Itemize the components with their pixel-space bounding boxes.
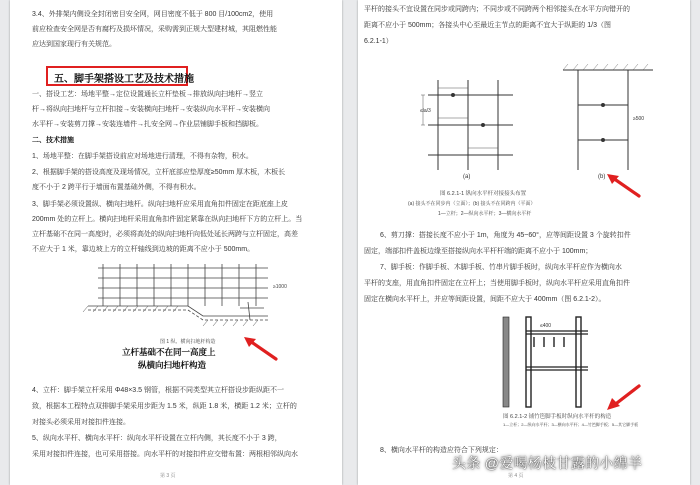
text-line: 应达到国家现行有关规范。 bbox=[32, 41, 116, 48]
text-line: 一、搭设工艺：场地平整→定位设置通长立杆垫板→排放纵向扫地杆→竖立 bbox=[32, 91, 263, 98]
figure-legend: 1—立杆；2—纵向水平杆；3—横向水平杆；4—竹笆脚手板；5—其它脚手板 bbox=[503, 422, 639, 427]
figure-caption: 图 6.2.1-2 铺竹笆脚手板时纵向水平杆的构造 bbox=[503, 414, 612, 420]
section-title: 五、脚手架搭设工艺及技术措施 bbox=[54, 74, 194, 85]
text-line: 3、脚手架必须设置纵、横向扫地杆。纵向扫地杆应采用直角扣件固定在距底座上皮 bbox=[32, 201, 288, 208]
dimension-label: ≥1000 bbox=[273, 284, 287, 290]
joint-layout-figure-b bbox=[558, 60, 658, 180]
text-line: 平杆的接头不宜设置在同步或同跨内；不同步或不同跨两个相邻接头在水平方向错开的 bbox=[364, 6, 630, 13]
text-line: 致，根据本工程特点双排脚手架采用步距为 1.5 米，纵距 1.8 米，横距 1.2 米；立杆的 bbox=[32, 403, 297, 410]
text-line: 8、横向水平杆的构造应符合下列规定： bbox=[380, 447, 503, 454]
figure-sublabel: (b) bbox=[598, 174, 606, 180]
dimension-label: ≥500 bbox=[633, 116, 645, 122]
red-arrow-icon bbox=[603, 382, 643, 412]
text-line: 3.4、外排架内侧设全封闭密目安全网，网目密度不低于 800 目/100cm2，使用 bbox=[32, 11, 274, 18]
text-line: 度不小于 2 跨平行于墙面布置基础外侧，不得有积水。 bbox=[32, 184, 201, 191]
text-line: 5、纵向水平杆、横向水平杆：纵向水平杆设置在立杆内侧，其长度不小于 3 跨， bbox=[32, 435, 282, 442]
text-line: 平杆的支座，用直角扣件固定在立杆上；当使用脚手板时，纵向水平杆应采用直角扣件 bbox=[364, 280, 630, 287]
page-number: 第 3 页 bbox=[160, 473, 176, 479]
figure-legend: 1—立杆；2—纵向水平杆；3—横向水平杆 bbox=[438, 211, 532, 217]
figure-annotation-line1: 立杆基础不在同一高度上 bbox=[122, 347, 216, 357]
text-line: 固定在横向水平杆上，并应等间距设置，间距不应大于 400mm（图 6.2.1-2）。 bbox=[364, 296, 606, 303]
figure-subcaption: (a) 接头不在同步内（立面）；(b) 接头不在同跨内（平面） bbox=[408, 201, 536, 207]
text-line: 采用对接扣件连接，也可采用搭接。向水平杆的对接扣件应交错布置：两根相邻纵向水 bbox=[32, 451, 298, 458]
text-line: 1、场地平整：在脚手架搭设前应对场地进行清理，不得有杂物，积水。 bbox=[32, 153, 253, 160]
text-line: 水平杆→安装剪刀撑→安装连墙件→扎安全网→作业层铺脚手板和挡脚板。 bbox=[32, 121, 263, 128]
figure-caption: 图 6.2.1-1 纵向水平杆对接接头布置 bbox=[440, 191, 527, 197]
text-line: 立杆基础不在同一高度时，必须将高处的纵向扫地杆向低处延长两跨与立杆固定，高差 bbox=[32, 231, 298, 238]
figure-caption: 图 1 纵、横向扫地杆构造 bbox=[160, 339, 216, 345]
text-line: 对接头必须采用对接扣件连接。 bbox=[32, 419, 130, 426]
bamboo-board-figure bbox=[498, 315, 608, 410]
figure-annotation-line2: 纵横向扫地杆构造 bbox=[138, 360, 207, 370]
joint-layout-figure-a bbox=[418, 70, 538, 180]
dimension-label: ≤la/3 bbox=[420, 108, 431, 114]
red-arrow-icon bbox=[240, 333, 280, 363]
scaffold-sweep-rod-figure bbox=[68, 258, 308, 338]
document-page-left bbox=[10, 0, 342, 485]
text-line: 2、根据脚手架的搭设高度及现场情况，立杆底部应垫厚度≥50mm 厚木板，木板长 bbox=[32, 169, 286, 176]
text-line: 前应检查安全网是否有腐朽及损坏情况，采购需到正规大型建材城，其阻燃性能 bbox=[32, 26, 277, 33]
text-line: 6、剪刀撑：搭接长度不应小于 1m，角度为 45~60°，应等间距设置 3 个旋转扣件 bbox=[380, 232, 631, 239]
text-line: 4、立杆：脚手架立杆采用 Φ48×3.5 钢管，根据不同类型其立杆搭设步距纵距不一 bbox=[32, 387, 284, 394]
text-line: 距离不应小于 500mm；各接头中心至最近主节点的距离不宜大于纵距的 1/3（图 bbox=[364, 22, 611, 29]
text-line: 200mm 处的立杆上。横向扫地杆采用直角扣件固定紧靠在纵向扫地杆下方的立杆上。当 bbox=[32, 216, 303, 223]
text-line: 7、脚手板：作脚手板、木脚手板、竹串片脚手板时，纵向水平杆应作为横向水 bbox=[380, 264, 622, 271]
text-line: 不应大于 1 米，靠边坡上方的立杆轴线到边坡的距离不应小于 500mm。 bbox=[32, 246, 255, 253]
figure-sublabel: (a) bbox=[463, 174, 471, 180]
text-line: 固定，端部扣件盖板边缘至搭接纵向水平杆杆端的距离不应小于 100mm； bbox=[364, 248, 593, 255]
red-arrow-icon bbox=[603, 170, 643, 200]
dimension-label: ≤400 bbox=[540, 323, 552, 329]
text-line: 6.2.1-1） bbox=[364, 38, 393, 45]
text-line: 杆→将纵向扫地杆与立杆扣接→安装横向扫地杆→安装纵向水平杆→安装横向 bbox=[32, 106, 270, 113]
watermark: 头条 @爱喝杨枝甘露的小绵羊 bbox=[452, 455, 643, 471]
page-number: 第 4 页 bbox=[508, 473, 524, 479]
subheading: 二、技术措施 bbox=[32, 137, 74, 144]
document-page-right bbox=[358, 0, 690, 485]
